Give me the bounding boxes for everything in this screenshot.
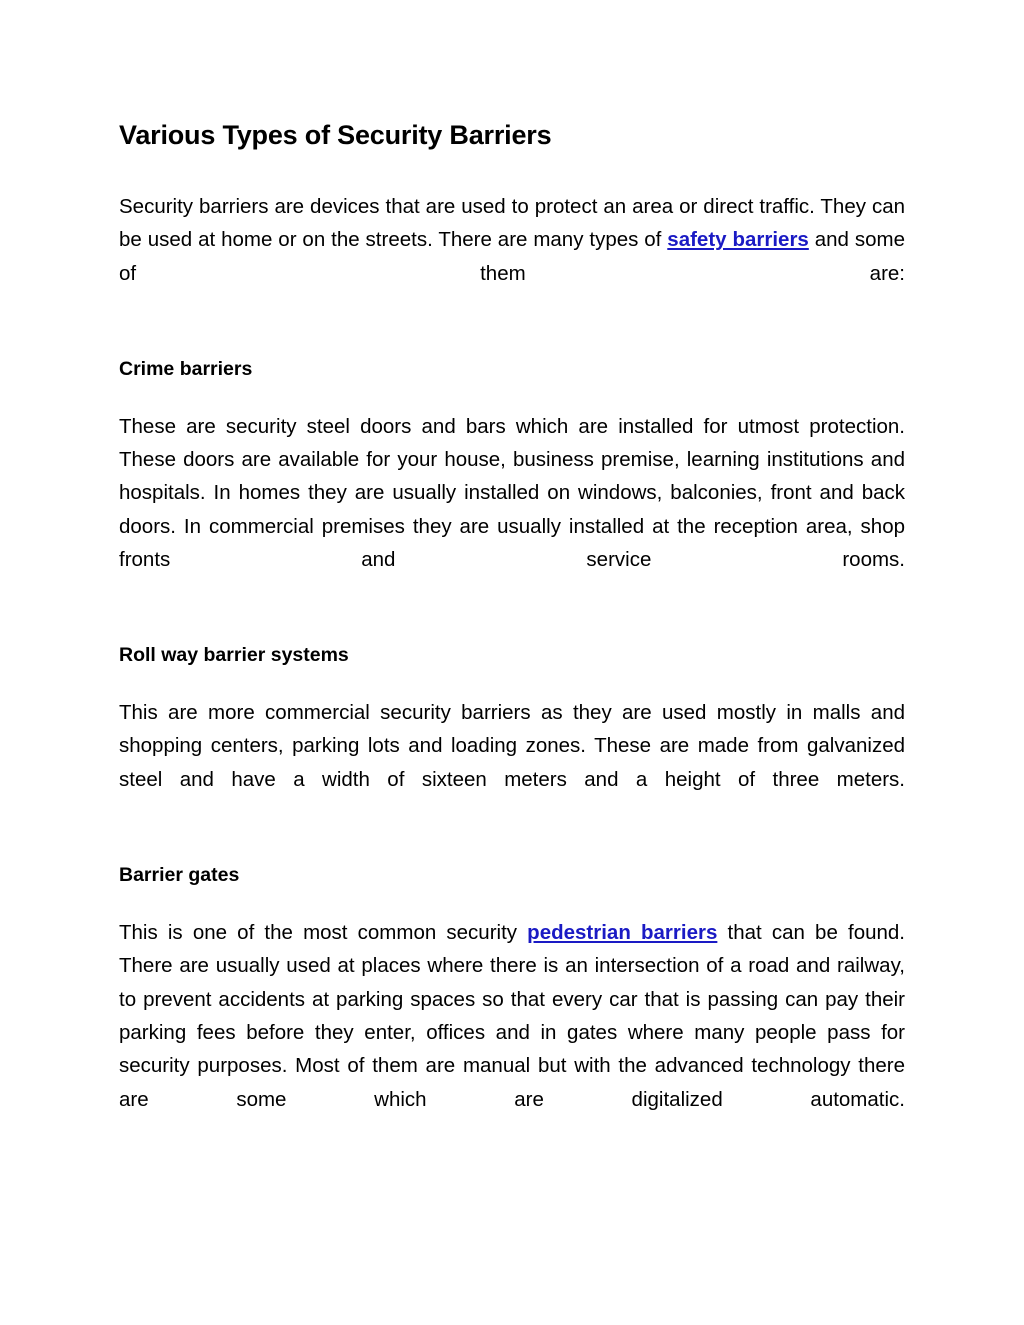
page-title: Various Types of Security Barriers (119, 120, 552, 150)
section-body-crime-barriers: These are security steel doors and bars which are installed for utmost protection. These doors are available for your house, business premise, learning institutions and hospitals. In homes they are usually installed on windows, balconies, front and back doors. In commercial premises they are usually installed at the reception area, shop fronts and service rooms. (119, 414, 905, 572)
section-body-barrier-gates (119, 916, 905, 1150)
section-body-roll-way-barrier-systems: This are more commercial security barriers as they are used mostly in malls and shopping centers, parking lots and loading zones. These are made from galvanized steel and have a width of sixteen meters and a height of three meters. (119, 701, 905, 791)
intro-text-before-link: Security barriers are devices that are used to protect an area or direct traffic. They can be used at home or on the streets. There are many types of (119, 195, 905, 252)
document-content (119, 118, 905, 1150)
section-heading-roll-way-barrier-systems: Roll way barrier systems (119, 644, 349, 667)
section-heading-crime-barriers: Crime barriers (119, 357, 253, 380)
section-heading-barrier-gates: Barrier gates (119, 863, 240, 886)
safety-barriers-link[interactable]: safety barriers (667, 228, 809, 252)
barrier-gates-text-before-link: This is one of the most common security (119, 920, 528, 944)
intro-text-after-link: and some of them are: (119, 228, 905, 285)
barrier-gates-text-after-link: that can be found. There are usually used at places where there is an intersection of a road and railway, to prevent accidents at parking spaces so that every car that is passing can pay their parking fees before they enter, offices and in gates where many people pass for security purposes. Most of them are manual but with the advanced technology there are some which are digitalized automatic. (119, 920, 905, 1111)
intro-paragraph (119, 190, 905, 324)
pedestrian-barriers-link[interactable]: pedestrian barriers (527, 920, 718, 944)
